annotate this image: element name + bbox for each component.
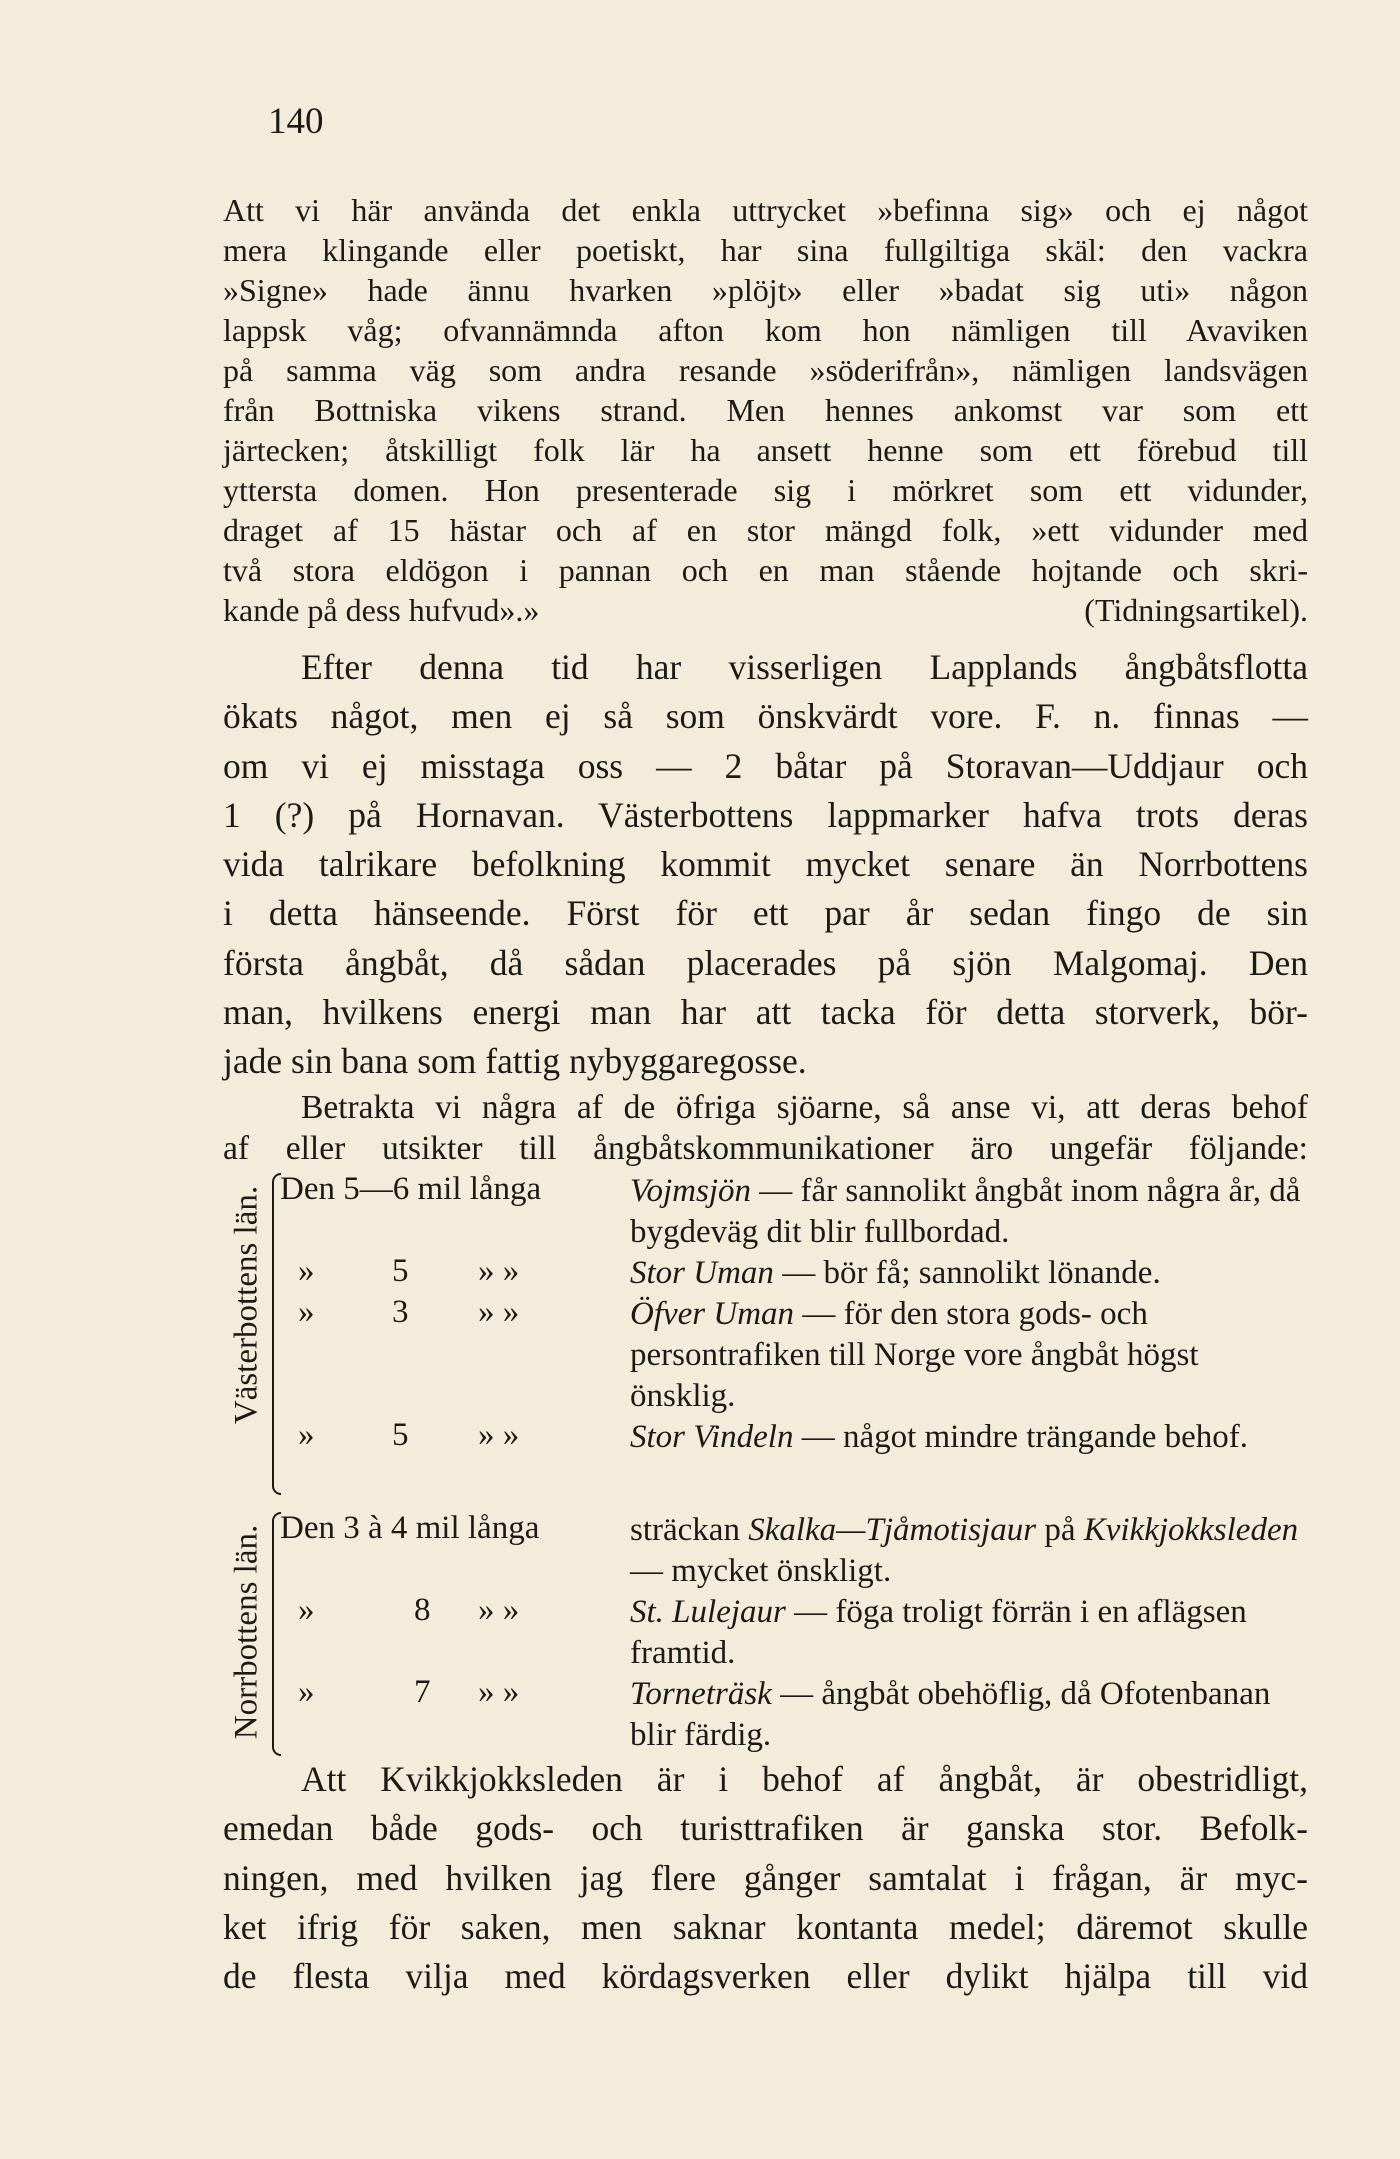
body1-line: första ångbåt, då sådan placerades på sjön Malgomaj. Den bbox=[223, 942, 1308, 983]
nb-row-2-desc: St. Lulejaur — föga troligt förrän i en aflägsen framtid. bbox=[630, 1594, 1247, 1671]
nb-row-1-lake: Skalka—Tjåmotisjaur bbox=[748, 1512, 1037, 1548]
vasterbotten-label: Västerbottens län. bbox=[228, 1185, 265, 1425]
nb-row-3-ditto: » » bbox=[478, 1674, 520, 1710]
nb-row-2-lake: St. Lulejaur bbox=[630, 1594, 786, 1630]
norrbotten-label: Norrbottens län. bbox=[228, 1524, 265, 1740]
quote-line: Att vi här använda det enkla uttrycket »befinna sig» och ej något bbox=[223, 192, 1308, 228]
quote-source: (Tidningsartikel). bbox=[1084, 592, 1308, 628]
quote-line: lappsk våg; ofvannämnda afton kom hon nämligen till Avaviken bbox=[223, 312, 1308, 348]
vb-row-2-lead: » bbox=[298, 1253, 315, 1289]
quote-line: på samma väg som andra resande »söderifrån», nämligen landsvägen bbox=[223, 352, 1308, 388]
page-number: 140 bbox=[268, 101, 324, 142]
body1-line: om vi ej misstaga oss — 2 båtar på Storavan—Uddjaur och bbox=[223, 745, 1308, 786]
norrbotten-bracket bbox=[272, 1512, 281, 1756]
quote-line: kande på dess hufvud».» bbox=[223, 592, 540, 628]
nb-row-3-lead: » bbox=[298, 1674, 315, 1710]
vb-row-3-num: 3 bbox=[392, 1294, 409, 1330]
quote-line: mera klingande eller poetiskt, har sina fullgiltiga skäl: den vackra bbox=[223, 232, 1308, 268]
body1-line: Efter denna tid har visserligen Lapplands ångbåtsflotta bbox=[301, 647, 1308, 687]
quote-line: draget af 15 hästar och af en stor mängd folk, »ett vidunder med bbox=[223, 512, 1308, 548]
vb-row-4-ditto: » » bbox=[478, 1417, 520, 1453]
quote-line: yttersta domen. Hon presenterade sig i mörkret som ett vidunder, bbox=[223, 472, 1308, 508]
quote-paragraph bbox=[223, 190, 1308, 630]
body1-line: man, hvilkens energi man har att tacka för detta storverk, bör- bbox=[223, 992, 1308, 1033]
vb-row-3-lead: » bbox=[298, 1294, 315, 1330]
vb-row-1-lake: Vojmsjön bbox=[630, 1173, 752, 1209]
nb-row-2-num: 8 bbox=[414, 1592, 431, 1628]
body-paragraph-2 bbox=[223, 1755, 1308, 2001]
quote-line: »Signe» hade ännu hvarken »plöjt» eller »badat sig uti» någon bbox=[223, 272, 1308, 308]
vb-row-4-desc: Stor Vindeln — något mindre trängande behof. bbox=[630, 1419, 1248, 1455]
nb-row-3-desc: Torneträsk — ångbåt obehöflig, då Ofotenbanan blir färdig. bbox=[630, 1676, 1271, 1753]
vb-row-4-num: 5 bbox=[392, 1417, 409, 1453]
body2-line: emedan både gods- och turisttrafiken är ganska stor. Befolk- bbox=[223, 1808, 1308, 1849]
nb-row-1-desc: sträckan Skalka—Tjåmotisjaur på Kvikkjokksleden — mycket önskligt. bbox=[630, 1512, 1299, 1589]
body2-line: Att Kvikkjokksleden är i behof af ångbåt, är obestridligt, bbox=[301, 1759, 1308, 1799]
body1-line: 1 (?) på Hornavan. Västerbottens lappmarker hafva trots deras bbox=[223, 794, 1308, 835]
vb-row-4-lake: Stor Vindeln bbox=[630, 1419, 794, 1455]
body1-line: jade sin bana som fattig nybyggaregosse. bbox=[223, 1041, 807, 1082]
body2-line: de flesta vilja med kördagsverken eller dylikt hjälpa till vid bbox=[223, 1956, 1308, 1997]
betrakta-line: Betrakta vi några af de öfriga sjöarne, så anse vi, att deras behof bbox=[301, 1089, 1308, 1126]
quote-line: två stora eldögon i pannan och en man stående hojtande och skri- bbox=[223, 552, 1308, 588]
body2-line: ket ifrig för saken, men saknar kontanta medel; däremot skulle bbox=[223, 1906, 1308, 1947]
betrakta-line: af eller utsikter till ångbåtskommunikationer äro ungefär följande: bbox=[223, 1130, 1308, 1167]
vb-row-3-lake: Öfver Uman bbox=[630, 1296, 795, 1332]
body1-line: ökats något, men ej så som önskvärdt vore. F. n. finnas — bbox=[223, 696, 1308, 737]
nb-row-2-lead: » bbox=[298, 1592, 315, 1628]
body1-line: i detta hänseende. Först för ett par år sedan fingo de sin bbox=[223, 893, 1308, 934]
vb-row-2-lake: Stor Uman bbox=[630, 1255, 774, 1291]
nb-row-2-ditto: » » bbox=[478, 1592, 520, 1628]
vb-row-2-ditto: » » bbox=[478, 1253, 520, 1289]
body-paragraph-1 bbox=[223, 643, 1308, 1087]
vb-row-1-lead: Den 5—6 mil långa bbox=[280, 1171, 542, 1207]
nb-row-1-lead: Den 3 à 4 mil långa bbox=[280, 1510, 540, 1546]
vb-row-2-num: 5 bbox=[392, 1253, 409, 1289]
vasterbotten-bracket bbox=[272, 1173, 281, 1495]
vb-row-3-desc: Öfver Uman — för den stora gods- och persontrafiken till Norge vore ångbåt högst önsklig. bbox=[630, 1296, 1199, 1414]
quote-line: järtecken; åtskilligt folk lär ha ansett henne som ett förebud till bbox=[223, 432, 1308, 468]
vb-row-3-ditto: » » bbox=[478, 1294, 520, 1330]
nb-row-3-num: 7 bbox=[414, 1674, 431, 1710]
vb-row-4-lead: » bbox=[298, 1417, 315, 1453]
body2-line: ningen, med hvilken jag flere gånger samtalat i frågan, är myc- bbox=[223, 1857, 1308, 1898]
nb-row-3-lake: Torneträsk bbox=[630, 1676, 772, 1712]
nb-row-1-route: Kvikkjokksleden bbox=[1083, 1512, 1299, 1548]
vb-row-1-desc: Vojmsjön — får sannolikt ångbåt inom några år, då bygdeväg dit blir fullbordad. bbox=[630, 1173, 1301, 1250]
quote-line: från Bottniska vikens strand. Men hennes ankomst var som ett bbox=[223, 392, 1308, 428]
vb-row-2-desc: Stor Uman — bör få; sannolikt lönande. bbox=[630, 1255, 1161, 1291]
lakes-intro-paragraph bbox=[223, 1087, 1308, 1169]
body1-line: vida talrikare befolkning kommit mycket senare än Norrbottens bbox=[223, 844, 1308, 885]
